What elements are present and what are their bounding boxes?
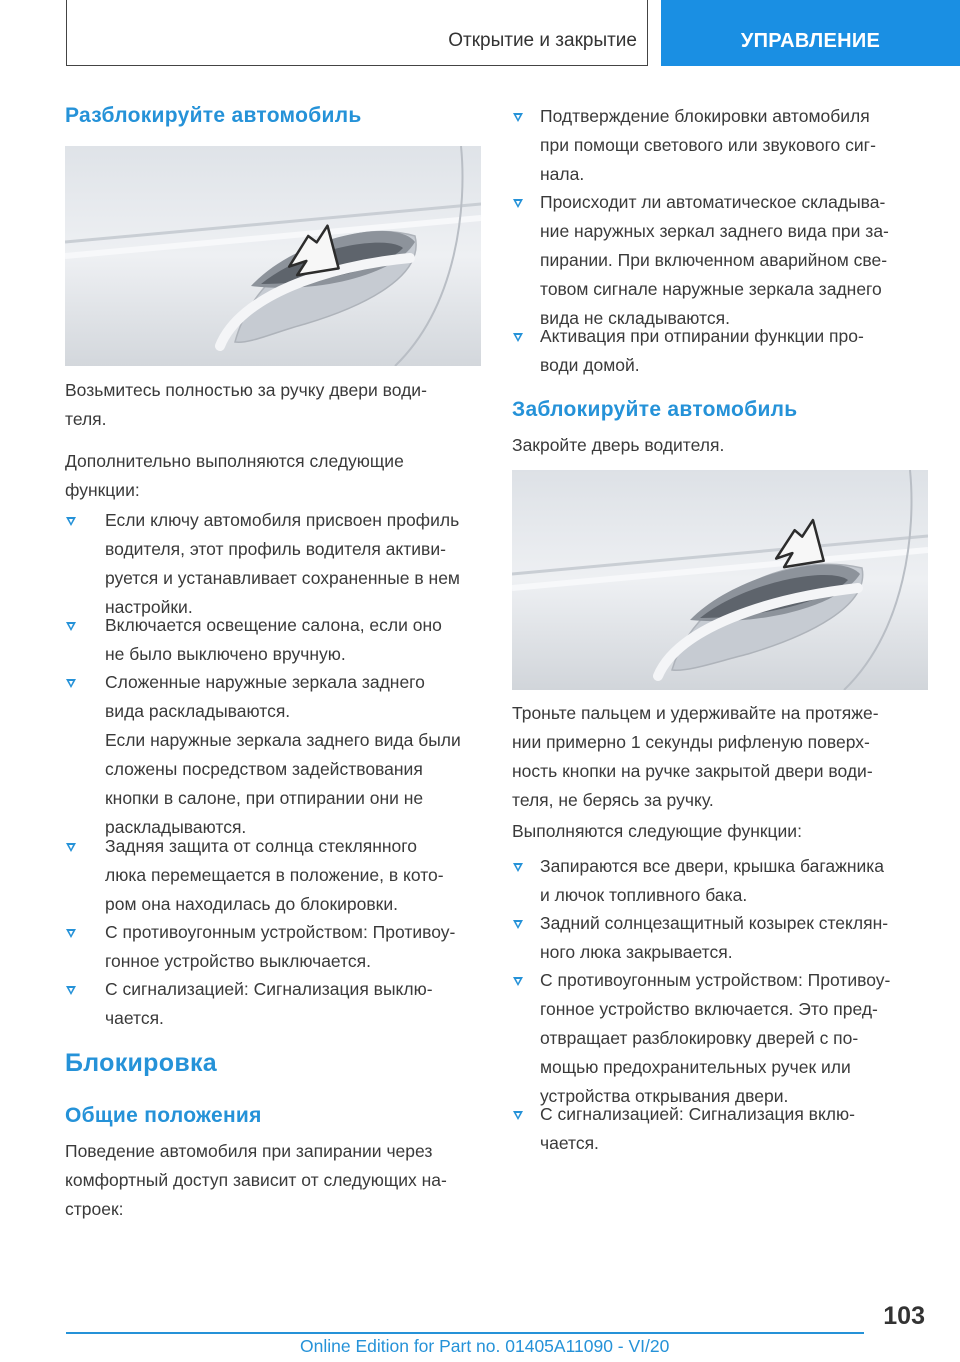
unlock-heading: Разблокируйте автомобиль [65,104,362,127]
paragraph: Дополнительно выполняются следующие функции: [65,451,404,500]
list-item: Задний солнцезащитный козырек стеклян- ного люка закрывается. [540,913,889,962]
list-item: Запираются все двери, крышка багажника и лючок топливного бака. [540,856,885,905]
bullet-icon [66,986,76,995]
paragraph: Закройте дверь водителя. [512,435,725,455]
bullet-icon [513,920,523,929]
list-item: Активация при отпирании функции про- води домой. [540,326,864,375]
lock-heading: Заблокируйте автомобиль [512,398,798,421]
bullet-icon [66,929,76,938]
general-heading: Общие положения [65,1104,262,1127]
list-item: С сигнализацией: Сигнализация вклю- чается. [540,1104,855,1153]
bullet-icon [513,1111,523,1120]
list-item: С противоугонным устройством: Противоу- гонное устройство включается. Это пред- отвращает разблокировку дверей с по- мощью предохранительных ручек или устройства открывания двери. [540,970,891,1106]
page-number: 103 [883,1302,925,1330]
paragraph: Возьмитесь полностью за ручку двери води- теля. [65,380,427,429]
bullet-icon [66,843,76,852]
bullet-icon [513,333,523,342]
door-handle-lock-image [512,470,928,690]
list-item: С противоугонным устройством: Противоу- гонное устройство выключается. [105,922,456,971]
footer-edition: Online Edition for Part no. 01405A11090 - VI/20 [300,1336,670,1356]
section-title: Открытие и закрытие [448,30,637,51]
bullet-icon [513,113,523,122]
chapter-tab-label: УПРАВЛЕНИЕ [740,30,881,52]
paragraph: Троньте пальцем и удерживайте на протяже- нии примерно 1 секунды рифленую поверх- ность кнопки на ручке закрытой двери води- теля, не берясь за ручку. [512,703,879,810]
list-item: С сигнализацией: Сигнализация выклю- чается. [105,979,433,1028]
bullet-icon [513,199,523,208]
bullet-icon [66,679,76,688]
list-item: Если ключу автомобиля присвоен профиль водителя, этот профиль водителя активи- руется и устанавливает сохраненные в нем настройки. [105,510,460,617]
door-handle-unlock-image [65,146,481,366]
locking-heading: Блокировка [65,1049,217,1077]
list-item: Включается освещение салона, если оно не было выключено вручную. [105,615,442,664]
footer-divider [66,1332,864,1334]
list-item: Происходит ли автоматическое складыва- ние наружных зеркал заднего вида при за- пирании. При включенном аварийном све- товом сигнале наружные зеркала заднего вида не складываются. [540,192,889,328]
list-item: Сложенные наружные зеркала заднего вида раскладываются. [105,672,425,721]
bullet-icon [513,977,523,986]
list-item: Подтверждение блокировки автомобиля при помощи светового или звукового сиг- нала. [540,106,876,184]
list-item: Задняя защита от солнца стеклянного люка перемещается в положение, в кото- ром она находилась до блокировки. [105,836,444,914]
header-section-box [66,0,648,66]
bullet-icon [66,517,76,526]
paragraph: Выполняются следующие функции: [512,821,802,841]
bullet-icon [513,863,523,872]
paragraph: Поведение автомобиля при запирании через комфортный доступ зависит от следующих на- строек: [65,1141,447,1219]
mirror-note: Если наружные зеркала заднего вида были сложены посредством задействования кнопки в салоне, при отпирании они не раскладываются. [105,730,461,837]
bullet-icon [66,622,76,631]
chapter-tab[interactable] [661,0,960,66]
